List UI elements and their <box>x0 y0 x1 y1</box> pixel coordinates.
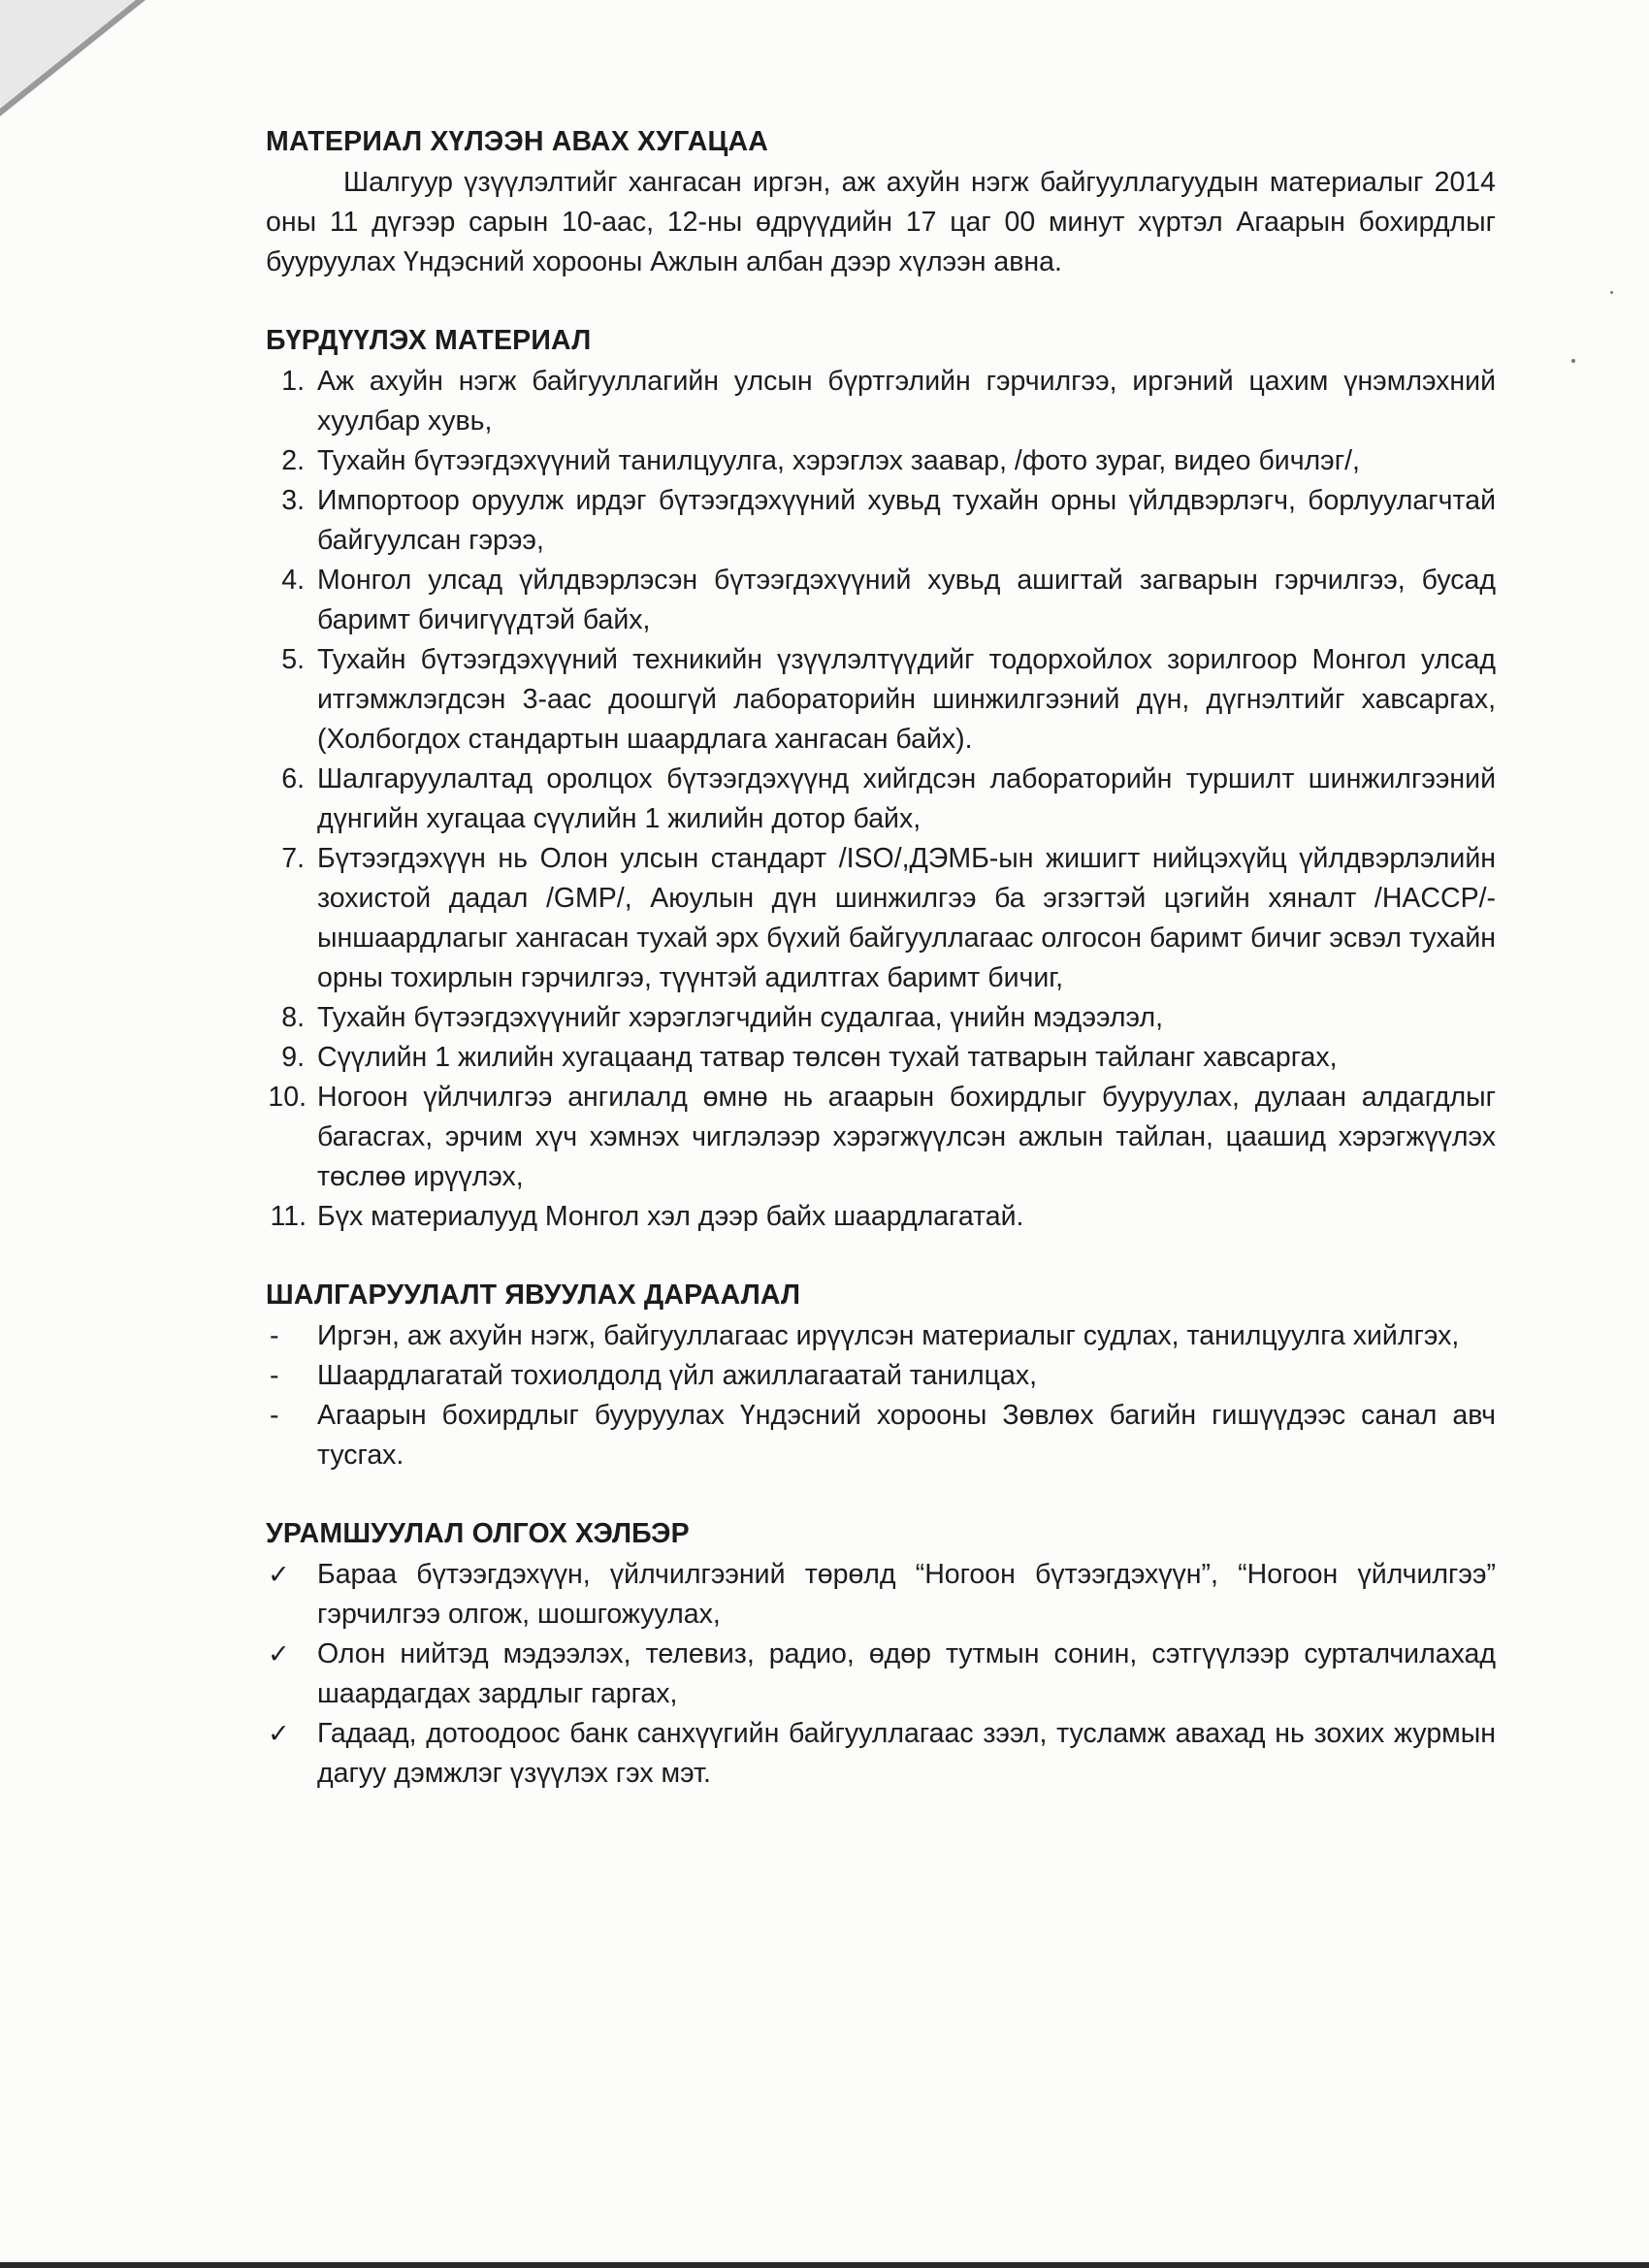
list-marker: 8. <box>281 1002 305 1033</box>
checkmark-icon: ✓ <box>268 1639 290 1669</box>
list-marker: 9. <box>281 1042 305 1073</box>
materials-list <box>266 362 1496 1237</box>
list-item <box>266 839 1496 998</box>
checkmark-icon: ✓ <box>268 1719 290 1748</box>
list-marker: 1. <box>281 366 305 397</box>
folded-corner-shade <box>0 0 136 109</box>
list-item-text: Бүтээгдэхүүн нь Олон улсын стандарт /ISO/,ДЭМБ-ын жишигт нийцэхүйц үйлдвэрлэлийн зохистой дадал /GMP/, Аюулын дүн шинжилгээ ба эгзэгтэй цэгийн хяналт /HACCP/-ыншаардлагыг хангасан тухай эрх бүхий байгууллагаас олгосон баримт бичиг эсвэл тухайн орны тохирлын гэрчилгээ, түүнтэй адилтгах баримт бичиг, <box>317 843 1496 993</box>
list-item-text: Импортоор оруулж ирдэг бүтээгдэхүүний хувьд тухайн орны үйлдвэрлэгч, борлуулагчтай байгуулсан гэрээ, <box>317 485 1496 556</box>
dash-marker: - <box>270 1400 279 1431</box>
list-item <box>266 1356 1496 1396</box>
list-item <box>266 561 1496 640</box>
section-heading-deadline: МАТЕРИАЛ ХҮЛЭЭН АВАХ ХУГАЦАА <box>266 126 769 157</box>
list-item-text: Аж ахуйн нэгж байгууллагийн улсын бүртгэлийн гэрчилгээ, иргэний цахим үнэмлэхний хуулбар хувь, <box>317 366 1496 437</box>
procedure-list <box>266 1316 1496 1475</box>
list-item <box>266 362 1496 441</box>
document-body <box>266 120 1496 1831</box>
list-marker: 4. <box>281 565 305 596</box>
scan-speck <box>1610 291 1613 294</box>
scan-speck <box>1571 359 1575 363</box>
dash-marker: - <box>270 1360 279 1391</box>
list-item <box>266 1396 1496 1475</box>
list-item <box>266 998 1496 1038</box>
list-item-text: Тухайн бүтээгдэхүүний техникийн үзүүлэлтүүдийг тодорхойлох зорилгоор Монгол улсад итгэмжлэгдсэн 3-аас доошгүй лабораторийн шинжилгээний дүн, дүгнэлтийг хавсаргах, (Холбогдох стандартын шаардлага хангасан байх). <box>317 644 1496 755</box>
list-item-text: Тухайн бүтээгдэхүүнийг хэрэглэгчдийн судалгаа, үнийн мэдээлэл, <box>317 1002 1164 1033</box>
incentives-list <box>266 1555 1496 1794</box>
list-item-text: Агаарын бохирдлыг бууруулах Үндэсний хорооны Зөвлөх багийн гишүүдээс санал авч тусгах. <box>317 1400 1496 1471</box>
list-marker: 5. <box>281 644 305 675</box>
list-item-text: Шалгаруулалтад оролцох бүтээгдэхүүнд хийгдсэн лабораторийн туршилт шинжилгээний дүнгийн хугацаа сүүлийн 1 жилийн дотор байх, <box>317 763 1496 834</box>
list-item <box>266 1316 1496 1356</box>
list-item <box>266 760 1496 839</box>
page-bottom-edge <box>0 2262 1649 2268</box>
list-marker: 11. <box>270 1201 307 1232</box>
list-item <box>266 640 1496 760</box>
list-item-text: Бараа бүтээгдэхүүн, үйлчилгээний төрөлд “Ногоон бүтээгдэхүүн”, “Ногоон үйлчилгээ” гэрчилгээ олгож, шошгожуулах, <box>317 1559 1496 1630</box>
list-item <box>266 1555 1496 1635</box>
list-item-text: Бүх материалууд Монгол хэл дээр байх шаардлагатай. <box>317 1201 1024 1232</box>
list-item-text: Шаардлагатай тохиолдолд үйл ажиллагаатай танилцах, <box>317 1360 1038 1391</box>
list-item <box>266 481 1496 561</box>
checkmark-icon: ✓ <box>268 1560 290 1589</box>
list-marker: 3. <box>281 485 305 516</box>
section-incentives <box>266 1512 1496 1794</box>
list-item <box>266 1078 1496 1197</box>
list-marker: 6. <box>281 763 305 794</box>
section-heading-procedure: ШАЛГАРУУЛАЛТ ЯВУУЛАХ ДАРААЛАЛ <box>266 1280 801 1311</box>
section-deadline <box>266 120 1496 282</box>
list-item-text: Ногоон үйлчилгээ ангилалд өмнө нь агаарын бохирдлыг бууруулах, дулаан алдагдлыг багасгах, эрчим хүч хэмнэх чиглэлээр хэрэгжүүлсэн ажлын тайлан, цаашид хэрэгжүүлэх төслөө ирүүлэх, <box>317 1082 1496 1192</box>
list-item <box>266 1635 1496 1714</box>
section-heading-materials: БҮРДҮҮЛЭХ МАТЕРИАЛ <box>266 325 592 356</box>
list-item <box>266 1714 1496 1794</box>
list-item <box>266 441 1496 481</box>
list-item <box>266 1038 1496 1078</box>
section-heading-incentives: УРАМШУУЛАЛ ОЛГОХ ХЭЛБЭР <box>266 1518 690 1549</box>
list-item-text: Тухайн бүтээгдэхүүний танилцуулга, хэрэглэх заавар, /фото зураг, видео бичлэг/, <box>317 445 1360 476</box>
list-marker: 2. <box>281 445 305 476</box>
dash-marker: - <box>270 1320 279 1351</box>
list-item <box>266 1197 1496 1237</box>
list-item-text: Сүүлийн 1 жилийн хугацаанд татвар төлсөн тухай татварын тайланг хавсаргах, <box>317 1042 1338 1073</box>
deadline-paragraph: Шалгуур үзүүлэлтийг хангасан иргэн, аж ахуйн нэгж байгууллагуудын материалыг 2014 оны 11 дүгээр сарын 10-аас, 12-ны өдрүүдийн 17 цаг 00 минут хүртэл Агаарын бохирдлыг бууруулах Үндэсний хорооны Ажлын албан дээр хүлээн авна. <box>266 167 1496 277</box>
list-item-text: Иргэн, аж ахуйн нэгж, байгууллагаас ирүүлсэн материалыг судлах, танилцуулга хийлгэх, <box>317 1320 1460 1351</box>
list-marker: 10. <box>268 1082 307 1113</box>
list-item-text: Олон нийтэд мэдээлэх, телевиз, радио, өдөр тутмын сонин, сэтгүүлээр сурталчилахад шаардагдах зардлыг гаргах, <box>317 1638 1496 1709</box>
section-materials <box>266 319 1496 1237</box>
section-procedure <box>266 1274 1496 1475</box>
list-item-text: Гадаад, дотоодоос банк санхүүгийн байгууллагаас зээл, тусламж авахад нь зохих журмын дагуу дэмжлэг үзүүлэх гэх мэт. <box>317 1718 1496 1789</box>
list-item-text: Монгол улсад үйлдвэрлэсэн бүтээгдэхүүний хувьд ашигтай загварын гэрчилгээ, бусад баримт бичигүүдтэй байх, <box>317 565 1496 635</box>
list-marker: 7. <box>281 843 305 874</box>
